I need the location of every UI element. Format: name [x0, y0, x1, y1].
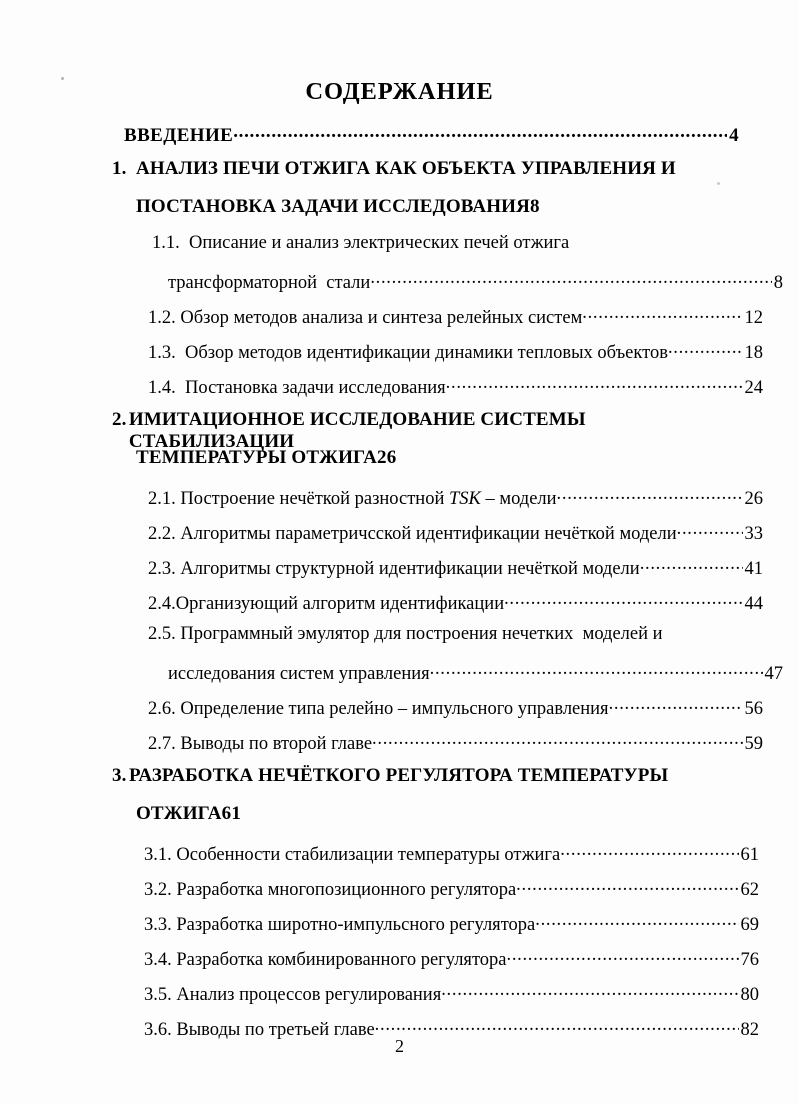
- toc-section-1-1[interactable]: [152, 234, 767, 269]
- table-of-contents: [112, 122, 783, 1051]
- toc-section-2-7[interactable]: [148, 730, 763, 765]
- dot-leader: [557, 485, 743, 504]
- dot-leader: [640, 555, 743, 574]
- toc-section-2-6-page: 56: [744, 698, 763, 719]
- toc-section-1-4-number: 1.4.: [148, 377, 176, 398]
- toc-chapter-3-number: 3.: [112, 765, 127, 786]
- toc-section-2-6-number: 2.6.: [148, 698, 176, 719]
- dot-leader: [233, 122, 727, 141]
- toc-section-3-5-page: 80: [740, 984, 759, 1005]
- toc-section-2-1-page: 26: [744, 488, 763, 509]
- toc-chapter-2-title-line1: ИМИТАЦИОННОЕ ИССЛЕДОВАНИЕ СИСТЕМЫ СТАБИЛИЗАЦИИ: [128, 409, 586, 452]
- dot-leader: [446, 374, 743, 393]
- dot-leader: [609, 695, 743, 714]
- dot-leader: [668, 339, 743, 358]
- toc-chapter-1-number: 1.: [112, 158, 127, 179]
- toc-section-3-5-title: Анализ процессов регулирования: [176, 984, 442, 1005]
- toc-section-3-3-page: 69: [740, 914, 759, 935]
- toc-section-2-5-page: 47: [764, 663, 783, 684]
- toc-section-3-4-page: 76: [740, 949, 759, 970]
- toc-section-3-6-page: 82: [740, 1019, 759, 1040]
- toc-chapter-3-line2: [136, 803, 727, 841]
- toc-section-3-1[interactable]: [144, 841, 759, 876]
- toc-section-2-6[interactable]: [148, 695, 763, 730]
- toc-section-2-2-number: 2.2.: [148, 523, 176, 544]
- toc-section-2-6-title: Определение типа релейно – импульсного управления: [180, 698, 609, 719]
- toc-chapter-1-title-line1: АНАЛИЗ ПЕЧИ ОТЖИГА КАК ОБЪЕКТА УПРАВЛЕНИЯ И: [136, 158, 676, 179]
- toc-chapter-2-title-line2: ТЕМПЕРАТУРЫ ОТЖИГА: [136, 447, 378, 468]
- toc-section-1-1-title: Описание и анализ электрических печей отжига: [189, 233, 570, 253]
- toc-section-2-4-page: 44: [744, 593, 763, 614]
- dot-leader: [375, 1016, 739, 1035]
- dot-leader: [516, 876, 738, 895]
- toc-section-3-2-number: 3.2.: [144, 879, 172, 900]
- toc-entry-page: 4: [729, 125, 739, 146]
- toc-section-2-7-page: 59: [744, 733, 763, 754]
- toc-chapter-3-page: 61: [221, 803, 241, 824]
- toc-section-3-4[interactable]: [144, 946, 759, 981]
- dot-leader: [430, 660, 763, 679]
- toc-section-2-5-title: Программный эмулятор для построения нечетких моделей и: [180, 624, 663, 644]
- toc-section-2-1-title-pre: Построение нечёткой разностной: [180, 488, 449, 509]
- dot-leader: [372, 730, 742, 749]
- toc-section-2-2-page: 33: [744, 523, 763, 544]
- dot-leader: [504, 590, 742, 609]
- toc-section-3-1-number: 3.1.: [144, 844, 172, 865]
- toc-section-2-1-title-post: – модели: [480, 488, 557, 509]
- toc-section-1-4[interactable]: [148, 374, 763, 409]
- toc-section-3-6-title: Выводы по третьей главе: [176, 1019, 375, 1040]
- toc-chapter-1[interactable]: [112, 158, 727, 234]
- toc-section-2-3-title: Алгоритмы структурной идентификации нечёткой модели: [180, 558, 640, 579]
- toc-section-2-7-number: 2.7.: [148, 733, 176, 754]
- toc-section-2-5[interactable]: [148, 625, 763, 660]
- toc-section-1-4-page: 24: [744, 377, 763, 398]
- toc-section-3-3-title: Разработка широтно-импульсного регулятора: [176, 914, 536, 935]
- toc-section-2-2-title: Алгоритмы параметричсской идентификации нечёткой модели: [180, 523, 677, 544]
- dot-leader: [560, 841, 738, 860]
- toc-section-2-1[interactable]: [148, 485, 763, 520]
- toc-section-3-2[interactable]: [144, 876, 759, 911]
- toc-chapter-2-number: 2.: [112, 409, 127, 430]
- toc-section-1-3-page: 18: [744, 342, 763, 363]
- toc-entry-introduction[interactable]: [124, 122, 739, 158]
- page-number: 2: [395, 1036, 404, 1056]
- toc-chapter-3-title-line1: РАЗРАБОТКА НЕЧЁТКОГО РЕГУЛЯТОРА ТЕМПЕРАТУРЫ: [129, 765, 669, 786]
- toc-section-3-3-number: 3.3.: [144, 914, 172, 935]
- toc-chapter-1-page: 8: [529, 196, 540, 217]
- toc-section-3-1-title: Особенности стабилизации температуры отжига: [176, 844, 561, 865]
- toc-chapter-2-line1: [112, 409, 752, 452]
- dot-leader: [507, 946, 739, 965]
- toc-section-3-3[interactable]: [144, 911, 759, 946]
- toc-section-2-2[interactable]: [148, 520, 763, 555]
- toc-section-1-2[interactable]: [148, 304, 763, 339]
- toc-section-1-2-number: 1.2.: [148, 307, 176, 328]
- toc-entry-label: ВВЕДЕНИЕ: [124, 125, 234, 146]
- toc-section-2-1-number: 2.1.: [148, 488, 176, 509]
- toc-section-2-4-number: 2.4.: [148, 593, 176, 614]
- dot-leader: [677, 520, 743, 539]
- toc-section-1-3[interactable]: [148, 339, 763, 374]
- toc-chapter-1-line1: [112, 158, 727, 196]
- toc-section-1-1-title-cont: трансформаторной стали: [168, 272, 371, 293]
- toc-section-1-1-number: 1.1.: [152, 233, 180, 253]
- toc-chapter-3-line1: [112, 765, 727, 803]
- toc-section-1-2-title: Обзор методов анализа и синтеза релейных систем: [180, 307, 583, 328]
- toc-section-3-4-title: Разработка комбинированного регулятора: [176, 949, 507, 970]
- toc-section-1-1-page: 8: [773, 272, 783, 293]
- toc-section-2-4-title: Организующий алгоритм идентификации: [175, 593, 505, 614]
- dot-leader: [441, 981, 738, 1000]
- toc-section-2-3-page: 41: [744, 558, 763, 579]
- toc-section-3-2-page: 62: [740, 879, 759, 900]
- toc-section-3-4-number: 3.4.: [144, 949, 172, 970]
- toc-section-2-1-title-italic: TSK: [448, 488, 481, 509]
- toc-section-1-4-title: Постановка задачи исследования: [185, 377, 446, 398]
- dot-leader: [370, 269, 771, 288]
- toc-chapter-3-title-line2: ОТЖИГА: [136, 803, 222, 824]
- toc-section-2-3[interactable]: [148, 555, 763, 590]
- toc-chapter-3[interactable]: [112, 765, 727, 841]
- dot-leader: [535, 911, 738, 930]
- toc-chapter-2[interactable]: [112, 409, 752, 485]
- toc-section-1-3-number: 1.3.: [148, 342, 176, 363]
- toc-section-1-1-continuation[interactable]: [168, 269, 783, 304]
- page-title: СОДЕРЖАНИЕ: [305, 78, 494, 106]
- toc-chapter-1-line2: [136, 196, 727, 234]
- toc-section-1-2-page: 12: [744, 307, 763, 328]
- toc-section-3-5-number: 3.5.: [144, 984, 172, 1005]
- dot-leader: [582, 304, 742, 323]
- toc-section-2-7-title: Выводы по второй главе: [180, 733, 373, 754]
- toc-section-3-6-number: 3.6.: [144, 1019, 172, 1040]
- toc-section-3-5[interactable]: [144, 981, 759, 1016]
- toc-section-2-5-continuation[interactable]: [168, 660, 783, 695]
- toc-chapter-1-title-line2: ПОСТАНОВКА ЗАДАЧИ ИССЛЕДОВАНИЯ: [136, 196, 530, 217]
- toc-section-2-5-title-cont: исследования систем управления: [168, 663, 430, 684]
- toc-section-1-3-title: Обзор методов идентификации динамики тепловых объектов: [185, 342, 668, 363]
- toc-section-2-5-number: 2.5.: [148, 624, 176, 644]
- toc-chapter-2-page: 26: [377, 447, 397, 468]
- toc-section-3-2-title: Разработка многопозиционного регулятора: [176, 879, 517, 900]
- toc-section-2-3-number: 2.3.: [148, 558, 176, 579]
- toc-section-2-4[interactable]: [148, 590, 763, 625]
- toc-section-3-1-page: 61: [740, 844, 759, 865]
